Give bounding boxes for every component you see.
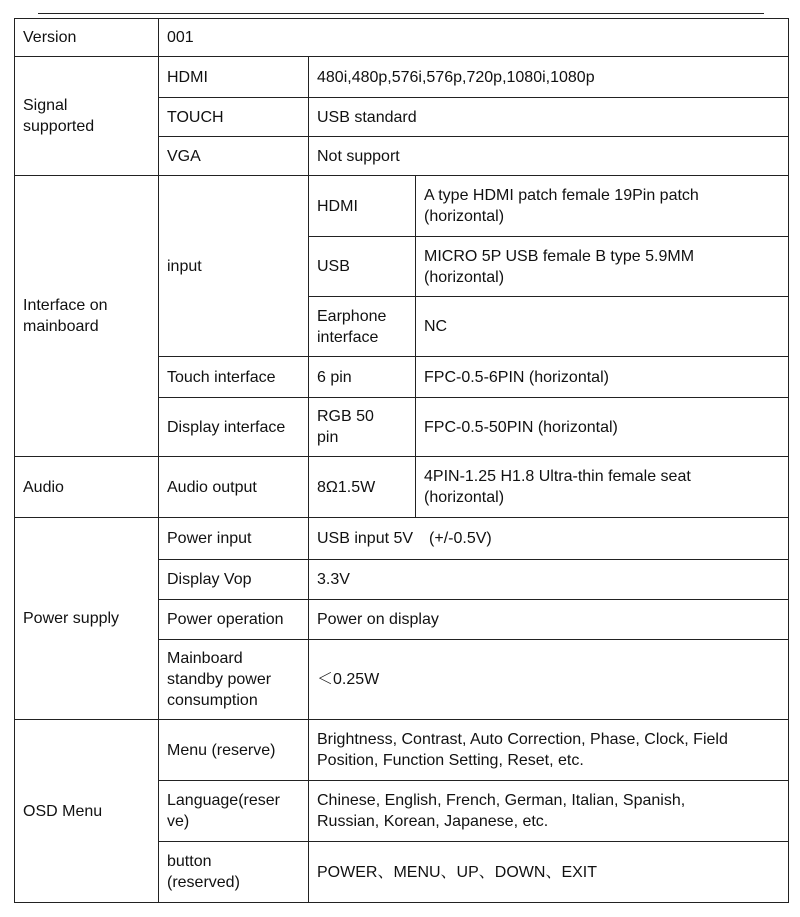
table-row: [15, 720, 789, 781]
signal-hdmi-value: 480i,480p,576i,576p,720p,1080i,1080p: [309, 57, 789, 98]
power-supply-label: Power supply: [15, 518, 159, 720]
version-value: 001: [159, 19, 789, 57]
signal-supported-label: Signal supported: [15, 57, 159, 176]
spec-table: [14, 18, 789, 903]
display-vop-label: Display Vop: [159, 560, 309, 600]
table-row: [15, 19, 789, 57]
power-operation-value: Power on display: [309, 600, 789, 640]
osd-button-value: POWER、MENU、UP、DOWN、EXIT: [309, 842, 789, 903]
osd-menu-reserve-label: Menu (reserve): [159, 720, 309, 781]
osd-language-label: Language(reser ve): [159, 781, 309, 842]
osd-menu-reserve-value: Brightness, Contrast, Auto Correction, Phase, Clock, Field Position, Function Setting, Reset, etc.: [309, 720, 789, 781]
power-input-value: USB input 5V (+/-0.5V): [309, 518, 789, 560]
signal-touch-label: TOUCH: [159, 98, 309, 137]
interface-input-label: input: [159, 176, 309, 357]
table-row: [15, 57, 789, 98]
interface-mainboard-label: Interface on mainboard: [15, 176, 159, 457]
display-interface-label: Display interface: [159, 398, 309, 457]
standby-power-value: ＜0.25W: [309, 640, 789, 720]
touch-interface-label: Touch interface: [159, 357, 309, 398]
display-vop-value: 3.3V: [309, 560, 789, 600]
signal-vga-value: Not support: [309, 137, 789, 176]
version-label: Version: [15, 19, 159, 57]
osd-language-value: Chinese, English, French, German, Italian, Spanish, Russian, Korean, Japanese, etc.: [309, 781, 789, 842]
interface-input-hdmi-label: HDMI: [309, 176, 416, 237]
osd-button-label: button (reserved): [159, 842, 309, 903]
interface-input-usb-value: MICRO 5P USB female B type 5.9MM (horizontal): [416, 237, 789, 297]
table-row: [15, 518, 789, 560]
signal-touch-value: USB standard: [309, 98, 789, 137]
interface-input-usb-label: USB: [309, 237, 416, 297]
audio-label: Audio: [15, 457, 159, 518]
display-interface-spec: RGB 50 pin: [309, 398, 416, 457]
audio-output-spec: 8Ω1.5W: [309, 457, 416, 518]
power-input-label: Power input: [159, 518, 309, 560]
top-rule: [38, 13, 764, 14]
signal-vga-label: VGA: [159, 137, 309, 176]
signal-hdmi-label: HDMI: [159, 57, 309, 98]
touch-interface-spec: 6 pin: [309, 357, 416, 398]
interface-input-earphone-label: Earphone interface: [309, 297, 416, 357]
audio-output-label: Audio output: [159, 457, 309, 518]
touch-interface-value: FPC-0.5-6PIN (horizontal): [416, 357, 789, 398]
standby-power-label: Mainboard standby power consumption: [159, 640, 309, 720]
table-row: [15, 457, 789, 518]
osd-menu-label: OSD Menu: [15, 720, 159, 903]
display-interface-value: FPC-0.5-50PIN (horizontal): [416, 398, 789, 457]
power-operation-label: Power operation: [159, 600, 309, 640]
table-row: [15, 176, 789, 237]
interface-input-hdmi-value: A type HDMI patch female 19Pin patch (horizontal): [416, 176, 789, 237]
interface-input-earphone-value: NC: [416, 297, 789, 357]
audio-output-value: 4PIN-1.25 H1.8 Ultra-thin female seat (horizontal): [416, 457, 789, 518]
